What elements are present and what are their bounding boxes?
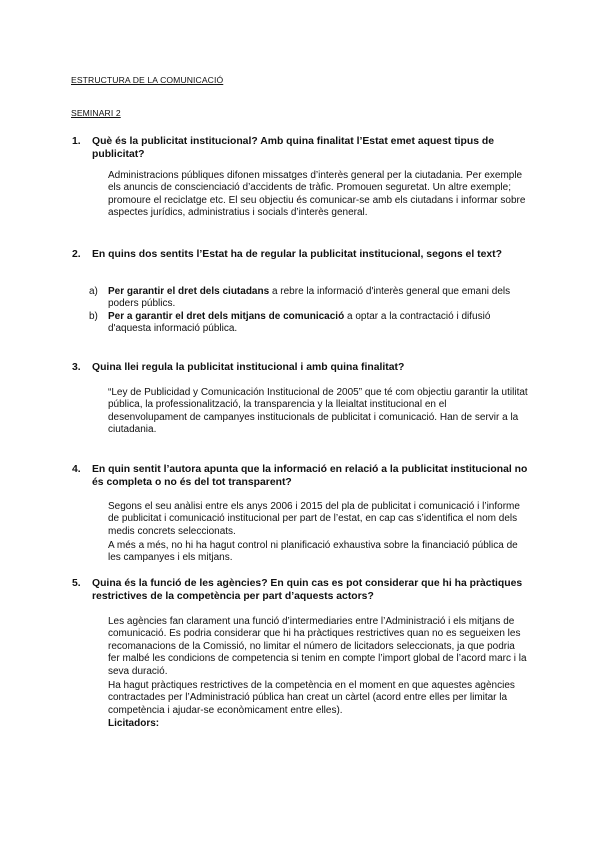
answer-4: Segons el seu anàlisi entre els anys 2006 i 2015 del pla de publicitat i comunicació i l’informe de publicitat i comunicació institucional per part de l’estat, en cap cas s’identifica el nom dels medis concrets seleccionats. xyxy=(108,501,520,537)
answer-3: “Ley de Publicidad y Comunicación Institucional de 2005” que té com objectiu garantir la utilitat pública, la professionalització, la transparencia y la lleialtat institucional en el desenvolupament de campanyes institucionals de publicitat i comunicació. Han de servir a la ciutadania. xyxy=(108,387,528,436)
question-1 xyxy=(72,135,532,161)
list-item-text: a optar a la contractació i difusió d'aquesta informació pública. xyxy=(108,311,491,335)
question-text: En quin sentit l’autora apunta que la informació en relació a la publicitat institucional no és completa o no és del tot transparent? xyxy=(92,464,528,488)
answer-1: Administracions públiques difonen missatges d’interès general per la ciutadania. Per exemple els anuncis de conscienciació d’accidents de tràfic. Promouen seguretat. Un altre exemple; promoure el reciclatge etc. El seu objectiu és comunicar-se amb els ciutadans i informar sobre aspectes jurídics, administratius i socials d’interès general. xyxy=(108,170,526,219)
question-number: 2. xyxy=(72,249,81,260)
answer-4-continued: A més a més, no hi ha hagut control ni planificació exhaustiva sobre la financiació pública de les campanyes i els mitjans. xyxy=(108,540,518,564)
question-4 xyxy=(72,463,532,489)
question-number: 1. xyxy=(72,136,81,147)
list-item-bold: Per garantir el dret dels ciutadans xyxy=(108,286,270,297)
question-3 xyxy=(72,361,532,374)
question-number: 3. xyxy=(72,362,81,373)
list-item-b xyxy=(89,311,528,336)
question-number: 4. xyxy=(72,464,81,475)
question-text: En quins dos sentits l’Estat ha de regular la publicitat institucional, segons el text? xyxy=(92,249,502,260)
answer-5-continued: Ha hagut pràctiques restrictives de la competència en el moment en que aquestes agències contractades per l’Administració pública han creat un càrtel (acord entre elles per limitar la competència i ajudar-se econòmicament entre elles). xyxy=(108,680,515,716)
seminar-heading: SEMINARI 2 xyxy=(71,108,121,118)
answer-5: Les agències fan clarament una funció d’intermediaries entre l’Administració i els mitjans de comunicació. Es podria considerar que hi ha pràctiques restrictives quan no es segueixen les recomanacions de la Comissió, no limitar el número de licitadors seleccionats, ja que podria fer malbé les condicions de competencia si tenim en compte l’import global de l’acord marc i la seva duració. xyxy=(108,616,527,677)
question-number: 5. xyxy=(72,578,81,589)
list-marker: b) xyxy=(89,311,98,322)
list-item-a xyxy=(89,286,528,311)
list-item-bold: Per a garantir el dret dels mitjans de comunicació xyxy=(108,311,345,322)
question-5 xyxy=(72,577,532,603)
question-2 xyxy=(72,248,532,261)
list-marker: a) xyxy=(89,286,98,297)
question-text: Què és la publicitat institucional? Amb quina finalitat l’Estat emet aquest tipus de publicitat? xyxy=(92,136,495,160)
question-text: Quina llei regula la publicitat institucional i amb quina finalitat? xyxy=(92,362,405,373)
licitadors-label: Licitadors: xyxy=(108,718,160,729)
list-item-text: a rebre la informació d'interès general que emani dels poders públics. xyxy=(108,286,511,310)
document-title: ESTRUCTURA DE LA COMUNICACIÓ xyxy=(71,75,224,85)
question-text: Quina és la funció de les agències? En quin cas es pot considerar que hi ha pràctiques restrictives de la competència per part d’aquests actors? xyxy=(92,578,523,602)
